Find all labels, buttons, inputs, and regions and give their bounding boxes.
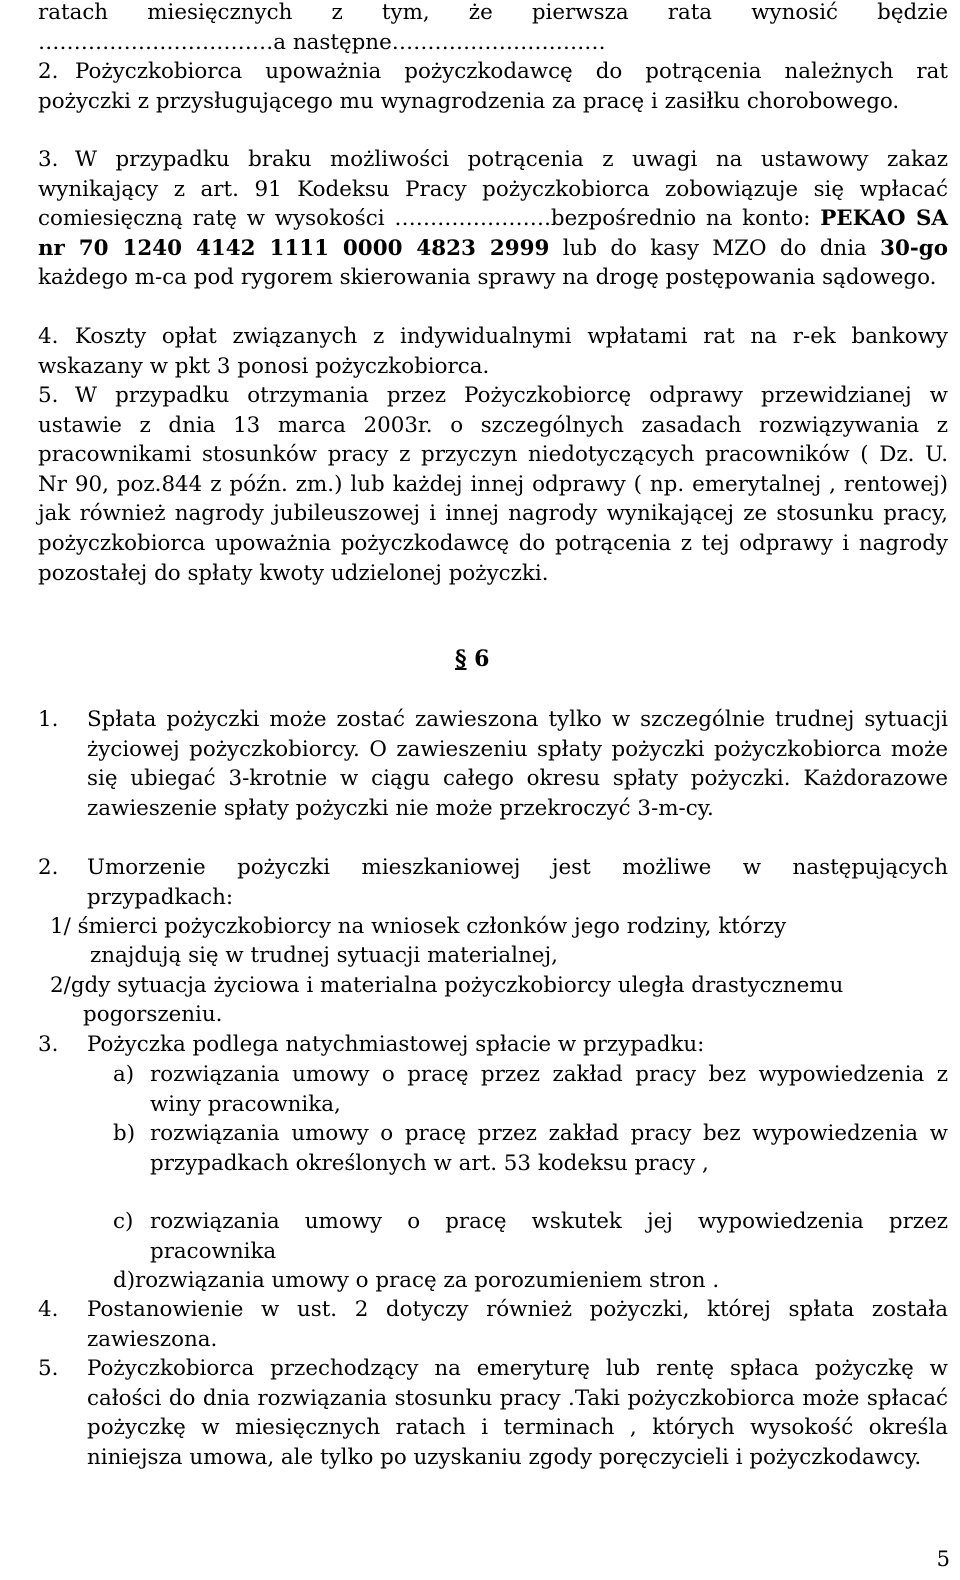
clause-text: lub do kasy MZO do dnia (549, 235, 881, 261)
section6-point-3: Pożyczka podlega natychmiastowej spłacie w przypadku: (87, 1032, 705, 1057)
due-day: 30-go (880, 235, 948, 261)
clause-item-2 (38, 57, 948, 116)
continuation-line: ratach miesięcznych z tym, że pierwsza rata wynosić będzie (38, 0, 948, 25)
clause-text: Pożyczkobiorca upoważnia pożyczkodawcę do potrącenia należnych rat pożyczki z przysługującego mu wynagrodzenia za pracę i zasiłku chorobowego. (38, 59, 948, 114)
subpoint-1-line2: znajdują się w trudnej sytuacji materialnej, (90, 943, 558, 968)
list-item-b: rozwiązania umowy o pracę przez zakład pracy bez wypowiedzenia w przypadkach określonych w art. 53 kodeksu pracy , (150, 1121, 948, 1176)
list-label-b: b) (113, 1121, 136, 1146)
subpoint-1-line1: 1/ śmierci pożyczkobiorcy na wniosek członków jego rodziny, którzy (50, 914, 787, 939)
item-number: 5. (38, 383, 59, 408)
section6-point-4: Postanowienie w ust. 2 dotyczy również pożyczki, której spłata została zawieszona. (87, 1297, 948, 1352)
page-number: 5 (936, 1547, 950, 1571)
section-symbol: § (455, 646, 467, 672)
section-number: 6 (466, 646, 490, 672)
item-number: 2. (38, 855, 59, 880)
item-number: 3. (38, 147, 59, 172)
clause-text: Koszty opłat związanych z indywidualnymi wpłatami rat na r-ek bankowy wskazany w pkt 3 ponosi pożyczkobiorca. (38, 324, 948, 379)
item-number: 1. (38, 707, 59, 732)
clause-item-4 (38, 322, 948, 381)
list-label-c: c) (113, 1209, 134, 1234)
list-item-d: d)rozwiązania umowy o pracę za porozumieniem stron . (113, 1268, 720, 1293)
list-item-c: rozwiązania umowy o pracę wskutek jej wypowiedzenia przez pracownika (150, 1209, 948, 1264)
bank-account: PEKAO SA nr 70 1240 4142 1111 0000 4823 2999 (38, 206, 948, 261)
section6-point-1: Spłata pożyczki może zostać zawieszona tylko w szczególnie trudnej sytuacji życiowej pożyczkobiorcy. O zawieszeniu spłaty pożyczki pożyczkobiorca może się ubiegać 3-krotnie w ciągu całego okresu spłaty pożyczki. Każdorazowe zawieszenie spłaty pożyczki nie może przekroczyć 3-m-cy. (87, 707, 948, 821)
section6-point-2: Umorzenie pożyczki mieszkaniowej jest możliwe w następujących przypadkach: (87, 855, 948, 910)
list-item-a: rozwiązania umowy o pracę przez zakład pracy bez wypowiedzenia z winy pracownika, (150, 1062, 948, 1117)
clause-text: W przypadku braku możliwości potrącenia z uwagi na ustawowy zakaz wynikający z art. 91 Kodeksu Pracy pożyczkobiorca zobowiązuje się wpłacać comiesięczną ratę w wysokości ………………….bezpośrednio na konto: (38, 147, 948, 232)
clause-text: każdego m-ca pod rygorem skierowania sprawy na drogę postępowania sądowego. (38, 265, 937, 291)
clause-text: W przypadku otrzymania przez Pożyczkobiorcę odprawy przewidzianej w ustawie z dnia 13 marca 2003r. o szczególnych zasadach rozwiązywania z pracownikami stosunków pracy z przyczyn niedotyczących pracowników ( Dz. U. Nr 90, poz.844 z późn. zm.) lub każdej innej odprawy ( np. emerytalnej , rentowej) jak również nagrody jubileuszowej i innej nagrody wynikającej ze stosunku pracy, pożyczkobiorca upoważnia pożyczkodawcę do potrącenia z tej odprawy i nagrody pozostałej do spłaty kwoty udzielonej pożyczki. (38, 383, 948, 586)
item-number: 4. (38, 1297, 59, 1322)
list-label-a: a) (113, 1062, 135, 1087)
subpoint-2-line2: pogorszeniu. (83, 1002, 223, 1027)
continuation-blanks: ……………………………a następne………………………… (38, 30, 606, 55)
section-heading (455, 645, 489, 675)
clause-item-3 (38, 145, 948, 293)
subpoint-2-line1: 2/gdy sytuacja życiowa i materialna pożyczkobiorcy uległa drastycznemu (50, 973, 844, 998)
item-number: 3. (38, 1032, 59, 1057)
item-number: 4. (38, 324, 59, 349)
section6-point-5: Pożyczkobiorca przechodzący na emeryturę lub rentę spłaca pożyczkę w całości do dnia rozwiązania stosunku pracy .Taki pożyczkobiorca może spłacać pożyczkę w miesięcznych ratach i terminach , których wysokość określa niniejsza umowa, ale tylko po uzyskaniu zgody poręczycieli i pożyczkodawcy. (87, 1356, 948, 1470)
item-number: 2. (38, 59, 59, 84)
item-number: 5. (38, 1356, 59, 1381)
clause-item-5 (38, 381, 948, 588)
